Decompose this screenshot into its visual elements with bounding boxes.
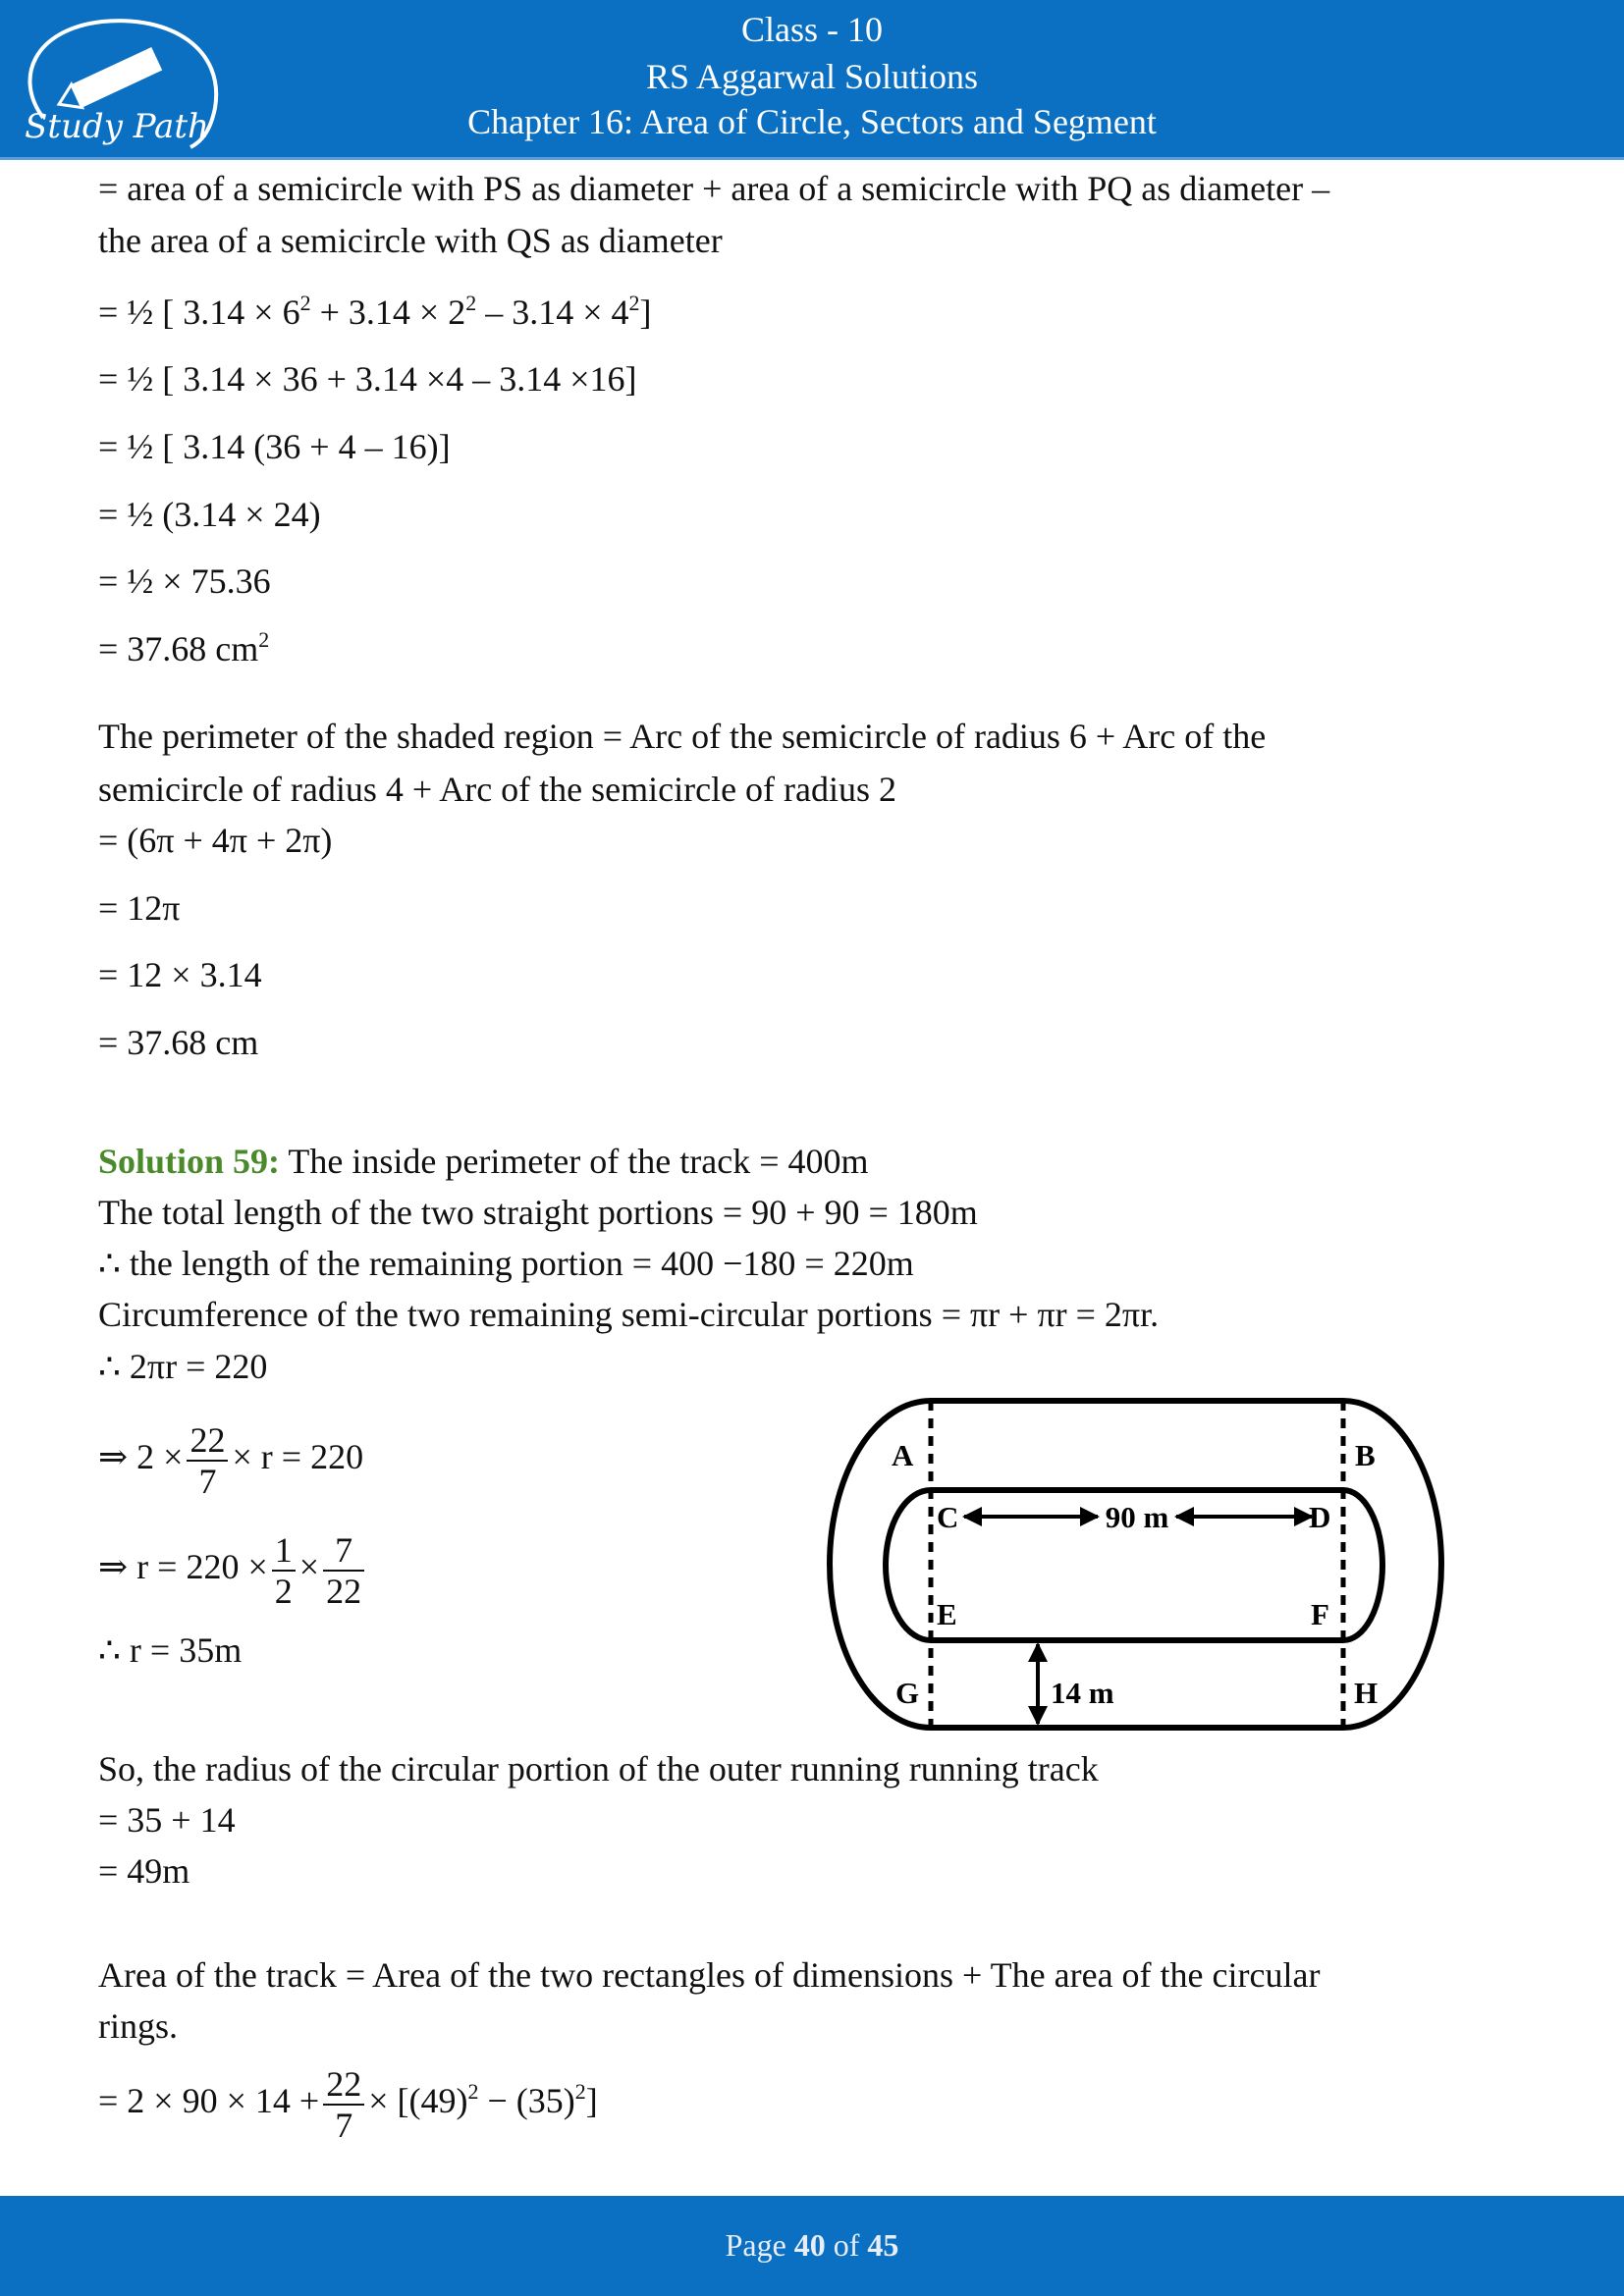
equation-line: = 2 × 90 × 14 + $\frac{22}{7}$ × $[(49)^2 - (35)^2]$ <box>98 2063 598 2145</box>
page-number: Page 40 of 45 <box>725 2227 899 2263</box>
equation-line: ∴ r = 35m <box>98 1630 243 1670</box>
label-c: C <box>937 1500 959 1534</box>
equation-line: = ½ [ $3.14 \times 6^2 + 3.14 \times 2^2 - 3.14 \times 4^2$] <box>98 291 652 332</box>
solution-label: Solution 59: <box>98 1142 281 1181</box>
fraction: $\frac{1}{2}$ <box>272 1530 296 1611</box>
equation-line: = 12π <box>98 888 181 928</box>
fraction: $\frac{22}{7}$ <box>187 1420 228 1501</box>
text-line: So, the radius of the circular portion of the outer running running track <box>98 1749 1099 1789</box>
equation-line: ∴ 2πr = 220 <box>98 1347 268 1386</box>
text-line: The perimeter of the shaded region = Arc of the semicircle of radius 6 + Arc of the <box>98 717 1267 756</box>
equation-line: ⇒ 2 × $\frac{22}{7}$ × r = 220 <box>98 1419 364 1501</box>
equation-line: = ½ [ 3.14 × 36 + 3.14 ×4 – 3.14 ×16] <box>98 359 637 399</box>
text-line: semicircle of radius 4 + Arc of the semicircle of radius 2 <box>98 770 897 809</box>
text-line: Area of the track = Area of the two rectangles of dimensions + The area of the circular <box>98 1955 1321 1995</box>
equation-line: = 49m <box>98 1851 190 1891</box>
solution-59-heading: Solution 59: The inside perimeter of the track = 400m <box>98 1142 869 1181</box>
page-header <box>0 0 1624 160</box>
label-e: E <box>937 1597 957 1631</box>
text-line: ∴ the length of the remaining portion = 400 −180 = 220m <box>98 1244 914 1283</box>
label-g: G <box>895 1676 920 1710</box>
equation-line: = 37.68 cm <box>98 1023 259 1062</box>
equation-line: ⇒ r = 220 × $\frac{1}{2}$ × $\frac{7}{22}$ <box>98 1513 368 1621</box>
svg-text:Study Path: Study Path <box>25 107 209 146</box>
header-book: RS Aggarwal Solutions <box>645 57 979 96</box>
label-h: H <box>1354 1676 1379 1710</box>
text-line: = area of a semicircle with PS as diameter + area of a semicircle with PQ as diameter – <box>98 169 1330 208</box>
label-a: A <box>892 1438 914 1472</box>
text-line: The total length of the two straight portions = 90 + 90 = 180m <box>98 1193 978 1232</box>
fraction: $\frac{22}{7}$ <box>323 2064 364 2145</box>
equation-line: = (6π + 4π + 2π) <box>98 821 333 860</box>
header-class: Class - 10 <box>741 10 883 49</box>
length-label: 90 m <box>1105 1500 1169 1534</box>
equation-line: = ½ [ 3.14 (36 + 4 – 16)] <box>98 427 451 466</box>
page-footer <box>0 2196 1624 2296</box>
label-f: F <box>1311 1597 1329 1631</box>
equation-line: = ½ (3.14 × 24) <box>98 495 321 534</box>
label-d: D <box>1309 1500 1331 1534</box>
label-b: B <box>1355 1438 1376 1472</box>
width-label: 14 m <box>1051 1676 1114 1710</box>
running-track-diagram <box>815 1374 1463 1747</box>
outer-track <box>830 1401 1441 1728</box>
equation-line: = ½ × 75.36 <box>98 561 271 601</box>
text-line: Circumference of the two remaining semi-circular portions = πr + πr = 2πr. <box>98 1295 1160 1334</box>
equation-line: = 12 × 3.14 <box>98 955 262 994</box>
fraction: $\frac{7}{22}$ <box>323 1530 364 1611</box>
equation-line: = 35 + 14 <box>98 1800 236 1840</box>
text-line: rings. <box>98 2006 178 2046</box>
equation-line: = 37.68 $cm^2$ <box>98 627 270 668</box>
header-chapter: Chapter 16: Area of Circle, Sectors and Segment <box>467 102 1157 141</box>
text-line: the area of a semicircle with QS as diameter <box>98 221 723 260</box>
